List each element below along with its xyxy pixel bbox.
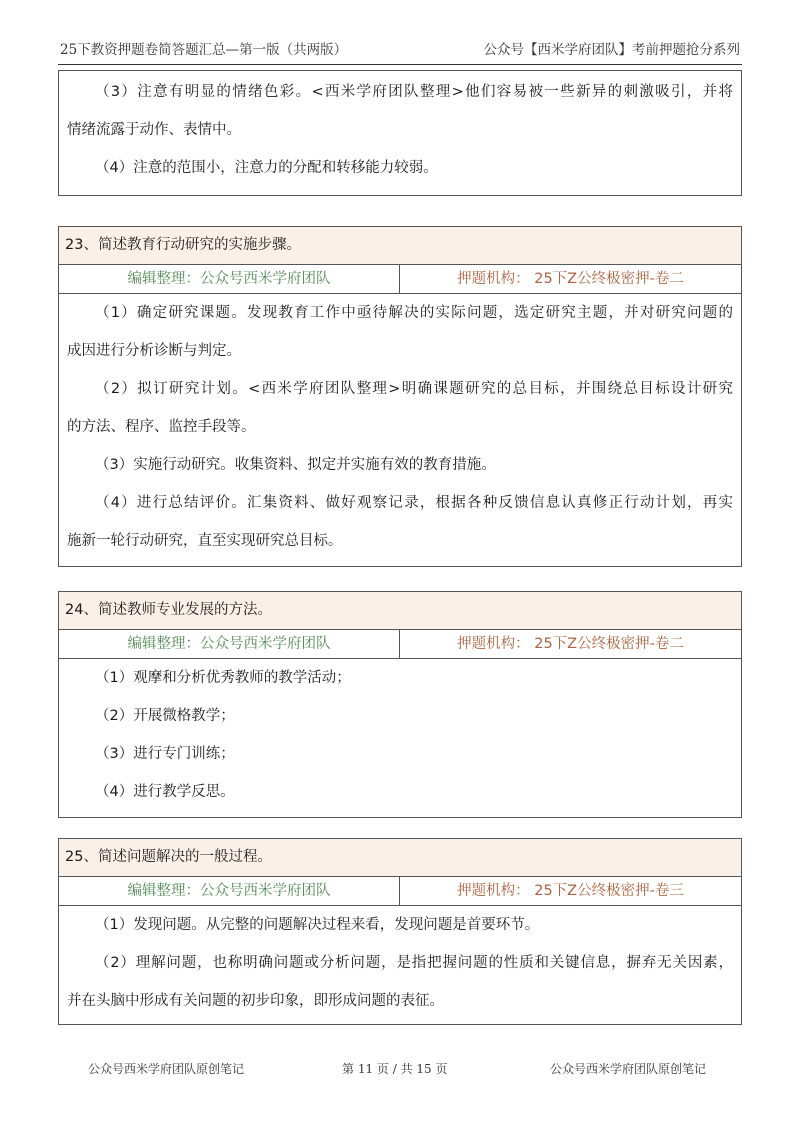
answer-line: 并在头脑中形成有关问题的初步印象，即形成问题的表征。 bbox=[67, 993, 444, 1009]
answer-line: （1）确定研究课题。发现教育工作中亟待解决的实际问题，选定研究主题，并对研究问题的 bbox=[95, 305, 733, 321]
question-meta bbox=[59, 630, 741, 659]
answer-body bbox=[59, 294, 741, 566]
question-box-24 bbox=[58, 591, 742, 818]
question-meta bbox=[59, 877, 741, 906]
question-title: 25、简述问题解决的一般过程。 bbox=[59, 839, 741, 877]
answer-line: （3）进行专门训练； bbox=[95, 746, 235, 762]
answer-line: （1）发现问题。从完整的问题解决过程来看，发现问题是首要环节。 bbox=[95, 917, 540, 933]
answer-line: （2）开展微格教学； bbox=[95, 708, 235, 724]
page-header bbox=[58, 34, 742, 65]
answer-line: 的方法、程序、监控手段等。 bbox=[67, 419, 256, 435]
answer-line: 成因进行分析诊断与判定。 bbox=[67, 343, 241, 359]
answer-line: （2）理解问题，也称明确问题或分析问题，是指把握问题的性质和关键信息，摒弃无关因素， bbox=[95, 955, 733, 971]
question-box-23 bbox=[58, 226, 742, 567]
answer-line: （4）进行教学反思。 bbox=[95, 784, 235, 800]
editor-credit: 编辑整理：公众号西米学府团队 bbox=[59, 877, 400, 905]
page-number: 第 11 页 / 共 15 页 bbox=[342, 1062, 448, 1076]
question-meta bbox=[59, 265, 741, 294]
answer-line: （4）注意的范围小，注意力的分配和转移能力较弱。 bbox=[95, 160, 438, 176]
answer-box-continued bbox=[58, 70, 742, 196]
page-footer bbox=[0, 1060, 800, 1078]
footer-left-text: 公众号西米学府团队原创笔记 bbox=[88, 1062, 245, 1076]
answer-line: （3）注意有明显的情绪色彩。<西米学府团队整理>他们容易被一些新异的刺激吸引，并将 bbox=[95, 84, 733, 100]
answer-line: （3）实施行动研究。收集资料、拟定并实施有效的教育措施。 bbox=[95, 457, 496, 473]
answer-line: 施新一轮行动研究，直至实现研究总目标。 bbox=[67, 533, 343, 549]
answer-line: （2）拟订研究计划。<西米学府团队整理>明确课题研究的总目标，并围绕总目标设计研究 bbox=[95, 381, 733, 397]
question-box-25 bbox=[58, 838, 742, 1025]
header-right-text: 公众号【西米学府团队】考前押题抢分系列 bbox=[483, 42, 740, 58]
editor-credit: 编辑整理：公众号西米学府团队 bbox=[59, 630, 400, 658]
answer-body bbox=[59, 71, 741, 195]
answer-line: （4）进行总结评价。汇集资料、做好观察记录，根据各种反馈信息认真修正行动计划，再实 bbox=[95, 495, 733, 511]
answer-body bbox=[59, 659, 741, 817]
header-left-text: 25下教资押题卷简答题汇总—第一版（共两版） bbox=[60, 42, 348, 58]
answer-line: 情绪流露于动作、表情中。 bbox=[67, 122, 241, 138]
footer-right-text: 公众号西米学府团队原创笔记 bbox=[550, 1062, 707, 1076]
answer-body bbox=[59, 906, 741, 1024]
answer-line: （1）观摩和分析优秀教师的教学活动； bbox=[95, 670, 351, 686]
question-title: 23、简述教育行动研究的实施步骤。 bbox=[59, 227, 741, 265]
source-org: 押题机构： 25下Z公终极密押-卷二 bbox=[457, 271, 684, 287]
question-title: 24、简述教师专业发展的方法。 bbox=[59, 592, 741, 630]
source-org: 押题机构： 25下Z公终极密押-卷三 bbox=[457, 883, 684, 899]
source-org: 押题机构： 25下Z公终极密押-卷二 bbox=[457, 636, 684, 652]
editor-credit: 编辑整理：公众号西米学府团队 bbox=[59, 265, 400, 293]
